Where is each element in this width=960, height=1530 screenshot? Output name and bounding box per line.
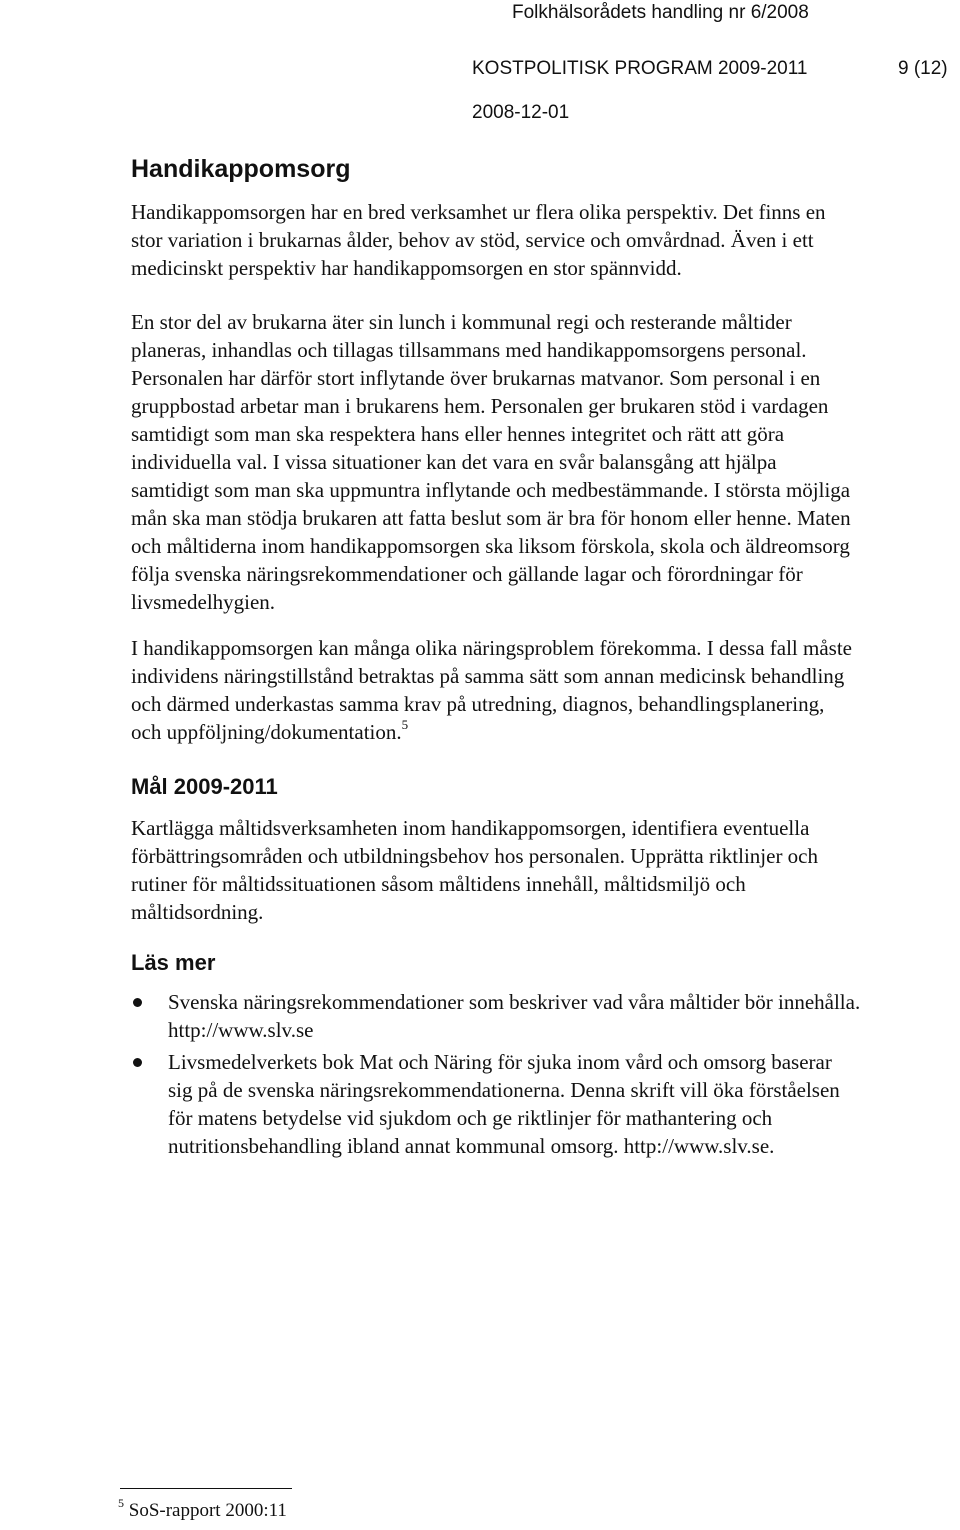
bullet-icon [133, 1058, 142, 1067]
list-item-line: Livsmedelverkets bok Mat och Näring för sjuka inom vård och omsorg baserar [168, 1050, 832, 1074]
read-more-title: Läs mer [131, 950, 216, 975]
paragraph-line: gruppbostad arbetar man i brukarens hem. Personalen ger brukaren stöd i vardagen [131, 394, 829, 418]
footnote-reference[interactable]: 5 [401, 717, 409, 732]
list-item-line: sig på de svenska näringsrekommendationerna. Denna skrift vill öka förståelsen [168, 1078, 840, 1102]
paragraph-intro [131, 198, 931, 282]
paragraph-line [131, 718, 931, 746]
paragraph-line: individuella val. I vissa situationer kan det vara en svår balansgång att hjälpa [131, 450, 777, 474]
paragraph-line: En stor del av brukarna äter sin lunch i kommunal regi och resterande måltider [131, 310, 792, 334]
paragraph-line: individens näringstillstånd betraktas på samma sätt som annan medicinsk behandling [131, 664, 845, 688]
paragraph-line: och därmed underkastas samma krav på utredning, diagnos, behandlingsplanering, [131, 692, 825, 716]
paragraph-line: rutiner för måltidssituationen såsom måltidens innehåll, måltidsmiljö och [131, 872, 746, 896]
paragraph-lunch [131, 308, 931, 616]
list-item [131, 988, 951, 1044]
page-number: 9 (12) [898, 58, 948, 79]
footnote-number: 5 [118, 1495, 124, 1510]
paragraph-line: förbättringsområden och utbildningsbehov hos personalen. Upprätta riktlinjer och [131, 844, 819, 868]
paragraph-line: samtidigt som man ska respektera hans eller hennes integritet och rätt att göra [131, 422, 785, 446]
paragraph-line: Handikappomsorgen har en bred verksamhet ur flera olika perspektiv. Det finns en [131, 200, 826, 224]
section-title: Handikappomsorg [131, 155, 351, 183]
paragraph-line: Personalen har därför stort inflytande över brukarnas matvanor. Som personal i en [131, 366, 821, 390]
goal-title: Mål 2009-2011 [131, 774, 278, 799]
paragraph-line: måltidsordning. [131, 900, 264, 924]
paragraph-line: planeras, inhandlas och tillagas tillsammans med handikappomsorgens personal. [131, 338, 807, 362]
paragraph-line: mån ska man stödja brukaren att fatta beslut som är bra för honom eller henne. Maten [131, 506, 851, 530]
list-item-line: nutritionsbehandling ibland annat kommunal omsorg. http://www.slv.se. [168, 1134, 775, 1158]
paragraph-line: och måltiderna inom handikappomsorgen ska liksom förskola, skola och äldreomsorg [131, 534, 850, 558]
paragraph-line: stor variation i brukarnas ålder, behov av stöd, service och omvårdnad. Även i ett [131, 228, 814, 252]
footnote-text: SoS-rapport 2000:11 [128, 1500, 287, 1521]
list-item [131, 1048, 951, 1160]
organization-header: Folkhälsorådets handling nr 6/2008 [512, 2, 809, 23]
paragraph-line: medicinskt perspektiv har handikappomsorgen en stor spännvidd. [131, 256, 682, 280]
paragraph-line: Kartlägga måltidsverksamheten inom handikappomsorgen, identifiera eventuella [131, 816, 810, 840]
read-more-list [131, 988, 951, 1164]
document-date: 2008-12-01 [472, 102, 570, 123]
footnote [118, 1495, 287, 1522]
paragraph-nutrition-problems [131, 634, 931, 746]
paragraph-line: följa svenska näringsrekommendationer och gällande lagar och förordningar för [131, 562, 803, 586]
paragraph-line-text: och uppföljning/dokumentation. [131, 720, 402, 744]
list-item-line: för matens betydelse vid sjukdom och ge riktlinjer för mathantering och [168, 1106, 773, 1130]
list-item-line: Svenska näringsrekommendationer som beskriver vad våra måltider bör innehålla. [168, 990, 861, 1014]
paragraph-line: I handikappomsorgen kan många olika näringsproblem förekomma. I dessa fall måste [131, 636, 852, 660]
footnote-divider [120, 1488, 292, 1489]
program-title: KOSTPOLITISK PROGRAM 2009-2011 [472, 58, 808, 79]
bullet-icon [133, 998, 142, 1007]
paragraph-line: livsmedelhygien. [131, 590, 276, 614]
paragraph-goal [131, 814, 931, 926]
link-slv[interactable]: http://www.slv.se [168, 1018, 314, 1042]
paragraph-line: samtidigt som man ska uppmuntra inflytande och medbestämmande. I största möjliga [131, 478, 851, 502]
